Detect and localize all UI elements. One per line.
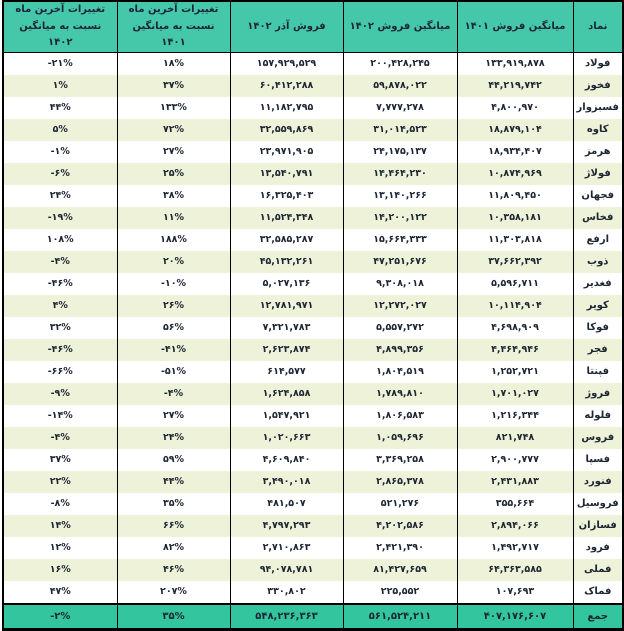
cell-change-vs-1402: ۱۰۸% — [3, 229, 117, 251]
table-row — [3, 295, 623, 317]
cell-change-vs-1402: -۴۶% — [3, 339, 117, 361]
cell-avg-1402: ۱۴,۲۰۰,۱۲۲ — [343, 207, 457, 229]
cell-avg-1401: ۱۱,۸۰۹,۴۵۰ — [457, 185, 573, 207]
cell-change-vs-1401: ۲۵% — [117, 163, 230, 185]
cell-change-vs-1402: ۳۲% — [3, 317, 117, 339]
cell-avg-1402: ۲۲۵,۵۵۲ — [343, 581, 457, 604]
cell-change-vs-1402: ۳۷% — [3, 449, 117, 471]
cell-sales-azar-1402: ۳۲,۵۵۹,۸۶۹ — [230, 119, 343, 141]
cell-avg-1401: ۱۸,۸۷۹,۱۰۴ — [457, 119, 573, 141]
cell-change-vs-1401: -۴۱% — [117, 339, 230, 361]
cell-avg-1401: ۱۰,۸۷۴,۹۶۹ — [457, 163, 573, 185]
cell-sales-azar-1402: ۱,۰۲۰,۶۶۳ — [230, 427, 343, 449]
table-row — [3, 207, 623, 229]
cell-symbol: فخاس — [573, 207, 623, 229]
cell-change-vs-1402: ۱۲% — [3, 537, 117, 559]
cell-sales-azar-1402: ۷,۳۲۱,۷۸۳ — [230, 317, 343, 339]
cell-sales-azar-1402: ۴۸۱,۵۰۷ — [230, 493, 343, 515]
table-row — [3, 229, 623, 251]
cell-sales-azar-1402: ۱۶,۳۲۵,۴۰۳ — [230, 185, 343, 207]
cell-avg-1401: ۶۴,۳۶۳,۵۸۵ — [457, 559, 573, 581]
cell-avg-1401: ۱۰۷,۶۹۳ — [457, 581, 573, 604]
cell-change-vs-1401: ۲۷% — [117, 141, 230, 163]
cell-avg-1401: ۵,۵۹۶,۷۱۱ — [457, 273, 573, 295]
cell-sales-azar-1402: ۱,۵۴۷,۹۲۱ — [230, 405, 343, 427]
cell-avg-1402: ۵۲۱,۲۷۶ — [343, 493, 457, 515]
cell-avg-1402: ۳۱,۰۱۴,۵۲۳ — [343, 119, 457, 141]
cell-symbol: فروسیل — [573, 493, 623, 515]
cell-avg-1402: ۲۴,۱۷۵,۱۳۷ — [343, 141, 457, 163]
cell-change-vs-1402: ۴% — [3, 295, 117, 317]
cell-change-vs-1401: ۲۶% — [117, 295, 230, 317]
cell-avg-1401: ۴,۸۰۰,۹۷۰ — [457, 97, 573, 119]
table-row — [3, 405, 623, 427]
table-row — [3, 471, 623, 493]
cell-change-vs-1401: ۱۱% — [117, 207, 230, 229]
cell-avg-1402: ۳,۳۶۹,۲۵۸ — [343, 449, 457, 471]
cell-symbol: فوکا — [573, 317, 623, 339]
header-row — [3, 1, 623, 52]
cell-symbol: فنورد — [573, 471, 623, 493]
cell-symbol: فماک — [573, 581, 623, 604]
cell-symbol: هرمز — [573, 141, 623, 163]
total-sales-azar-1402: ۵۴۸,۲۳۶,۳۶۳ — [230, 604, 343, 630]
table-row — [3, 52, 623, 75]
table-row — [3, 361, 623, 383]
total-label: جمع — [573, 604, 623, 630]
table-row — [3, 251, 623, 273]
cell-change-vs-1401: ۵۶% — [117, 317, 230, 339]
cell-sales-azar-1402: ۳,۴۹۰,۰۱۸ — [230, 471, 343, 493]
cell-sales-azar-1402: ۱۵۷,۹۲۹,۵۲۹ — [230, 52, 343, 75]
cell-change-vs-1402: ۴۷% — [3, 581, 117, 604]
col-header-symbol: نماد — [573, 1, 623, 52]
col-header-change-vs-1402: تغییرات آخرین ماه نسبت به میانگین ۱۴۰۲ — [3, 1, 117, 52]
cell-avg-1402: ۴,۸۹۹,۳۵۶ — [343, 339, 457, 361]
cell-symbol: کاوه — [573, 119, 623, 141]
cell-avg-1401: ۴۴,۲۱۹,۷۴۲ — [457, 75, 573, 97]
table-body — [3, 52, 623, 604]
cell-avg-1402: ۲,۴۲۱,۳۹۰ — [343, 537, 457, 559]
cell-change-vs-1401: -۵۱% — [117, 361, 230, 383]
cell-avg-1401: ۱,۲۵۲,۷۲۱ — [457, 361, 573, 383]
cell-change-vs-1401: ۱۸۸% — [117, 229, 230, 251]
cell-change-vs-1402: -۴% — [3, 427, 117, 449]
cell-symbol: ارفع — [573, 229, 623, 251]
cell-avg-1402: ۲,۸۶۵,۳۷۸ — [343, 471, 457, 493]
cell-sales-azar-1402: ۹۴,۰۷۸,۷۸۱ — [230, 559, 343, 581]
table-row — [3, 119, 623, 141]
total-avg-1401: ۴۰۷,۱۷۶,۶۰۷ — [457, 604, 573, 630]
cell-change-vs-1402: -۱۴% — [3, 405, 117, 427]
cell-symbol: فملی — [573, 559, 623, 581]
cell-sales-azar-1402: ۳۳۰,۸۰۲ — [230, 581, 343, 604]
cell-change-vs-1402: -۹% — [3, 383, 117, 405]
cell-sales-azar-1402: ۴,۷۹۷,۲۹۳ — [230, 515, 343, 537]
table-row — [3, 515, 623, 537]
cell-sales-azar-1402: ۱۲,۷۸۱,۹۷۱ — [230, 295, 343, 317]
table-row — [3, 427, 623, 449]
cell-sales-azar-1402: ۱۱,۵۲۴,۳۴۸ — [230, 207, 343, 229]
cell-sales-azar-1402: ۱,۶۲۴,۸۵۸ — [230, 383, 343, 405]
cell-change-vs-1401: ۳۵% — [117, 493, 230, 515]
cell-change-vs-1402: -۱۹% — [3, 207, 117, 229]
cell-avg-1401: ۳۵۵,۶۶۴ — [457, 493, 573, 515]
cell-change-vs-1401: ۱۳۳% — [117, 97, 230, 119]
cell-symbol: فپنتا — [573, 361, 623, 383]
cell-avg-1402: ۵,۵۵۷,۲۷۲ — [343, 317, 457, 339]
cell-change-vs-1402: ۵% — [3, 119, 117, 141]
cell-avg-1402: ۱۳,۱۴۰,۲۶۶ — [343, 185, 457, 207]
col-header-avg-1401: میانگین فروش ۱۴۰۱ — [457, 1, 573, 52]
cell-change-vs-1401: ۲۷% — [117, 405, 230, 427]
cell-symbol: فسبزوار — [573, 97, 623, 119]
cell-change-vs-1402: -۶% — [3, 163, 117, 185]
table-row — [3, 141, 623, 163]
total-avg-1402: ۵۶۱,۵۲۴,۲۱۱ — [343, 604, 457, 630]
cell-sales-azar-1402: ۴,۶۰۹,۸۴۰ — [230, 449, 343, 471]
total-row — [3, 604, 623, 630]
cell-sales-azar-1402: ۲۳,۹۷۱,۹۰۵ — [230, 141, 343, 163]
cell-change-vs-1402: -۶۶% — [3, 361, 117, 383]
cell-change-vs-1401: ۲۴% — [117, 427, 230, 449]
cell-avg-1401: ۱,۲۱۶,۳۴۴ — [457, 405, 573, 427]
cell-avg-1401: ۱۰,۱۱۴,۹۰۴ — [457, 295, 573, 317]
cell-avg-1401: ۱۰,۳۵۸,۱۸۱ — [457, 207, 573, 229]
cell-avg-1401: ۸۲۱,۷۴۸ — [457, 427, 573, 449]
cell-symbol: کویر — [573, 295, 623, 317]
cell-change-vs-1402: ۲۲% — [3, 471, 117, 493]
table-row — [3, 493, 623, 515]
cell-change-vs-1401: -۱۰% — [117, 273, 230, 295]
cell-avg-1402: ۱,۸۰۴,۵۱۹ — [343, 361, 457, 383]
col-header-sales-azar-1402: فروش آذر ۱۴۰۲ — [230, 1, 343, 52]
cell-change-vs-1401: ۶۶% — [117, 515, 230, 537]
cell-change-vs-1401: ۸۲% — [117, 537, 230, 559]
cell-avg-1401: ۱۳۳,۹۱۹,۸۷۸ — [457, 52, 573, 75]
cell-avg-1401: ۴,۴۶۴,۹۴۶ — [457, 339, 573, 361]
table-row — [3, 383, 623, 405]
table-row — [3, 185, 623, 207]
cell-symbol: فلوله — [573, 405, 623, 427]
cell-change-vs-1401: ۲۰۷% — [117, 581, 230, 604]
cell-avg-1402: ۸۱,۴۲۷,۶۵۹ — [343, 559, 457, 581]
cell-change-vs-1401: ۷۲% — [117, 119, 230, 141]
cell-avg-1401: ۴,۶۹۸,۹۰۹ — [457, 317, 573, 339]
cell-change-vs-1401: ۳۸% — [117, 185, 230, 207]
table-row — [3, 317, 623, 339]
cell-avg-1402: ۱۵,۶۶۴,۳۳۳ — [343, 229, 457, 251]
cell-symbol: فسازان — [573, 515, 623, 537]
cell-change-vs-1402: ۲۴% — [3, 185, 117, 207]
cell-symbol: ذوب — [573, 251, 623, 273]
cell-symbol: فرود — [573, 537, 623, 559]
col-header-avg-1402: میانگین فروش ۱۴۰۲ — [343, 1, 457, 52]
cell-avg-1401: ۱,۷۰۱,۰۲۷ — [457, 383, 573, 405]
cell-avg-1401: ۲,۹۰۰,۷۷۷ — [457, 449, 573, 471]
table-row — [3, 97, 623, 119]
cell-avg-1401: ۲,۸۹۴,۰۶۶ — [457, 515, 573, 537]
cell-sales-azar-1402: ۱۳,۵۴۰,۷۹۱ — [230, 163, 343, 185]
cell-avg-1402: ۱,۰۵۹,۶۹۶ — [343, 427, 457, 449]
cell-symbol: فغدیر — [573, 273, 623, 295]
cell-avg-1401: ۲,۴۳۱,۸۸۳ — [457, 471, 573, 493]
cell-symbol: فسپا — [573, 449, 623, 471]
cell-sales-azar-1402: ۳۲,۵۸۵,۲۸۷ — [230, 229, 343, 251]
cell-symbol: فخوز — [573, 75, 623, 97]
cell-avg-1402: ۱,۸۰۶,۵۸۳ — [343, 405, 457, 427]
cell-sales-azar-1402: ۲,۷۱۰,۸۶۳ — [230, 537, 343, 559]
cell-symbol: فروژ — [573, 383, 623, 405]
cell-change-vs-1401: ۲۰% — [117, 251, 230, 273]
col-header-change-vs-1401: تغییرات آخرین ماه نسبت به میانگین ۱۴۰۱ — [117, 1, 230, 52]
cell-change-vs-1402: -۴% — [3, 251, 117, 273]
cell-sales-azar-1402: ۵,۰۲۷,۱۳۶ — [230, 273, 343, 295]
cell-change-vs-1402: -۸% — [3, 493, 117, 515]
cell-change-vs-1401: ۴۴% — [117, 471, 230, 493]
cell-avg-1401: ۱,۴۹۲,۷۱۷ — [457, 537, 573, 559]
table-row — [3, 163, 623, 185]
table-row — [3, 559, 623, 581]
total-change-vs-1402: -۲% — [3, 604, 117, 630]
table-footer — [3, 604, 623, 630]
cell-avg-1401: ۱۸,۹۳۴,۴۰۷ — [457, 141, 573, 163]
table-row — [3, 273, 623, 295]
table-row — [3, 537, 623, 559]
table-row — [3, 449, 623, 471]
cell-avg-1402: ۴۷,۲۵۱,۶۷۶ — [343, 251, 457, 273]
cell-change-vs-1401: -۴% — [117, 383, 230, 405]
cell-avg-1402: ۷,۷۷۷,۲۷۸ — [343, 97, 457, 119]
cell-avg-1402: ۹,۳۰۸,۰۱۸ — [343, 273, 457, 295]
cell-avg-1402: ۵۹,۸۷۸,۰۲۲ — [343, 75, 457, 97]
table-row — [3, 339, 623, 361]
total-change-vs-1401: ۳۵% — [117, 604, 230, 630]
table-header — [3, 1, 623, 52]
cell-symbol: فجر — [573, 339, 623, 361]
cell-avg-1402: ۲۰۰,۴۲۸,۲۴۵ — [343, 52, 457, 75]
cell-avg-1402: ۱,۷۸۹,۸۱۰ — [343, 383, 457, 405]
cell-change-vs-1402: ۱۶% — [3, 559, 117, 581]
cell-avg-1402: ۱۴,۴۶۴,۲۳۰ — [343, 163, 457, 185]
cell-symbol: فروس — [573, 427, 623, 449]
cell-avg-1401: ۳۷,۶۶۲,۳۹۲ — [457, 251, 573, 273]
cell-change-vs-1401: ۳۷% — [117, 75, 230, 97]
cell-change-vs-1401: ۴۶% — [117, 559, 230, 581]
cell-sales-azar-1402: ۱۱,۱۸۲,۷۹۵ — [230, 97, 343, 119]
cell-avg-1402: ۴,۲۰۲,۵۸۶ — [343, 515, 457, 537]
cell-sales-azar-1402: ۲,۶۲۳,۸۷۴ — [230, 339, 343, 361]
cell-sales-azar-1402: ۶۰,۴۱۲,۲۸۸ — [230, 75, 343, 97]
monthly-sales-table — [2, 0, 624, 631]
cell-symbol: فولاژ — [573, 163, 623, 185]
cell-change-vs-1402: -۴۶% — [3, 273, 117, 295]
cell-change-vs-1402: -۱% — [3, 141, 117, 163]
cell-sales-azar-1402: ۴۵,۱۳۲,۲۶۱ — [230, 251, 343, 273]
cell-avg-1401: ۱۱,۳۰۳,۸۱۸ — [457, 229, 573, 251]
cell-change-vs-1402: ۱۴% — [3, 515, 117, 537]
cell-avg-1402: ۱۲,۲۷۲,۰۲۷ — [343, 295, 457, 317]
cell-symbol: فجهان — [573, 185, 623, 207]
cell-change-vs-1402: ۴۴% — [3, 97, 117, 119]
cell-change-vs-1401: ۵۹% — [117, 449, 230, 471]
table-row — [3, 581, 623, 604]
cell-change-vs-1401: ۱۸% — [117, 52, 230, 75]
table-row — [3, 75, 623, 97]
cell-change-vs-1402: ۱% — [3, 75, 117, 97]
cell-symbol: فولاد — [573, 52, 623, 75]
cell-sales-azar-1402: ۶۱۴,۵۷۷ — [230, 361, 343, 383]
cell-change-vs-1402: -۲۱% — [3, 52, 117, 75]
